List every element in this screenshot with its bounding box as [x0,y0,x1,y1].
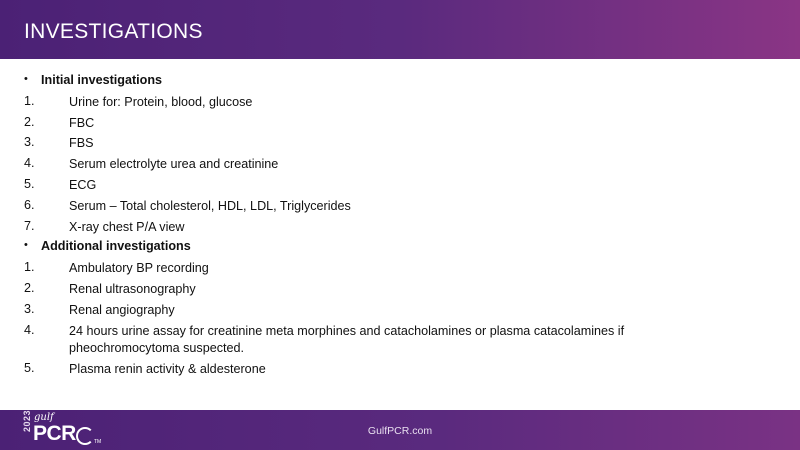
list-item: 5. Plasma renin activity & aldesterone [24,360,266,376]
list-item: 3. FBS [24,135,94,151]
list-item: 3. Renal angiography [24,301,175,317]
list-item: 4. Serum electrolyte urea and creatinine [24,156,279,172]
list-item: 7. X-ray chest P/A view [24,218,185,234]
footer-url: GulfPCR.com [367,425,433,437]
page-title: INVESTIGATIONS [24,20,203,43]
list-item: 2. FBC [24,114,95,130]
footer-bar [0,410,800,450]
section-heading: • Additional investigations [24,239,191,254]
bullet-icon: • [24,73,28,85]
list-item: 2. Renal ultrasonography [24,280,196,296]
header-bar [0,0,800,59]
investigations-list [0,70,800,378]
bullet-icon: • [24,239,28,252]
list-item: 5. ECG [24,176,97,192]
section-heading: • Initial investigations [24,73,163,87]
gulfpcr-logo: 2023 gulf PCR TM [22,409,102,445]
list-item: 6. Serum – Total cholesterol, HDL, LDL, Triglycerides [24,197,351,213]
list-item: 1. Ambulatory BP recording [24,260,209,276]
list-item: 4. 24 hours urine assay for creatinine meta morphines and catacholamines or plasma catacolamines if pheochromocytoma suspected. [24,322,625,355]
list-item: 1. Urine for: Protein, blood, glucose [24,93,253,109]
